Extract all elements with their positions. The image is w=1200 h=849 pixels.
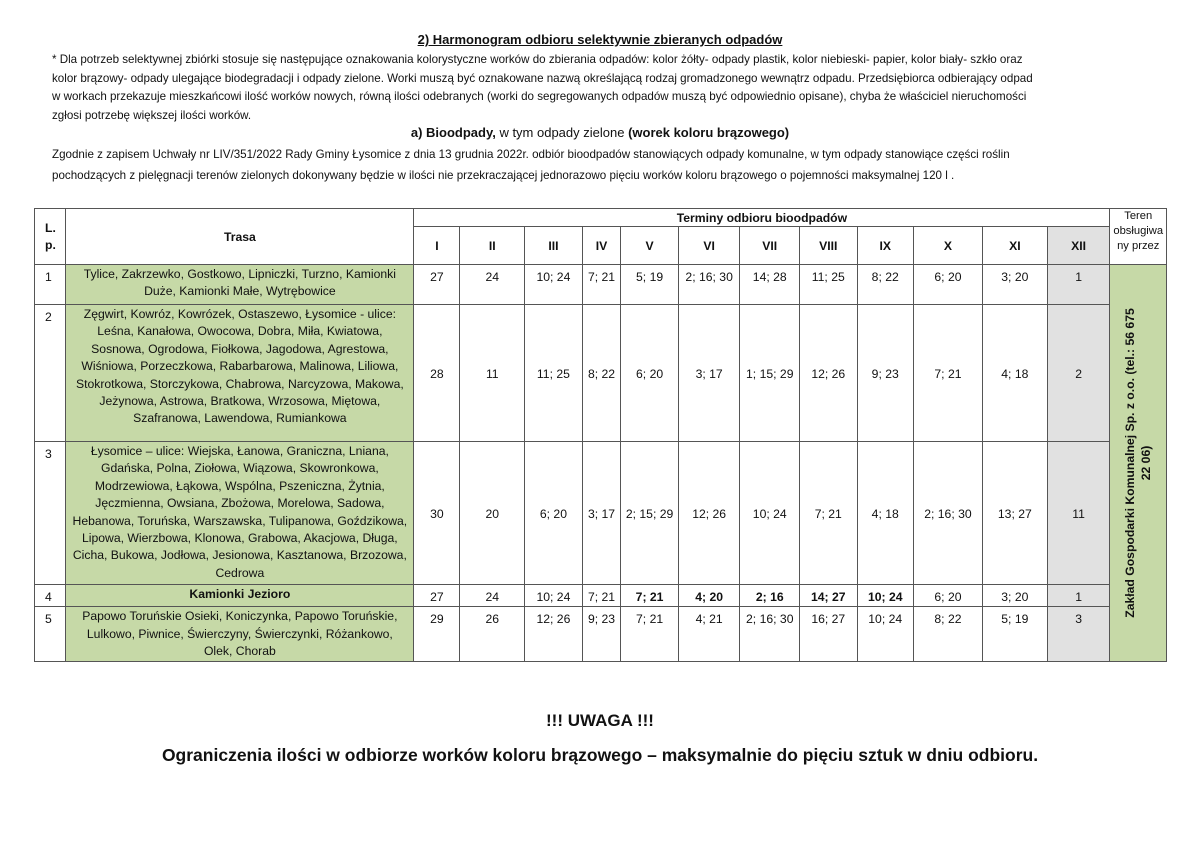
date-cell: 3; 20	[982, 585, 1047, 607]
route-cell: Tylice, Zakrzewko, Gostkowo, Lipniczki, Turzno, Kamionki Duże, Kamionki Małe, Wytrębowice	[66, 265, 414, 305]
subtitle-bold-part-2: (worek koloru brązowego)	[628, 125, 790, 140]
date-cell: 27	[414, 585, 460, 607]
month-header: VIII	[800, 227, 857, 265]
date-cell: 9; 23	[582, 607, 621, 661]
date-cell: 1	[1047, 265, 1110, 305]
date-cell: 3	[1047, 607, 1110, 661]
month-header: X	[913, 227, 982, 265]
intro-line: * Dla potrzeb selektywnej zbiórki stosuje się następujące oznakowania kolorystyczne worków do zbierania odpadów: kolor żółty- odpady plastik, kolor niebieski- papier, kolor biały- szkło oraz	[52, 53, 1023, 66]
document-title: 2) Harmonogram odbioru selektywnie zbieranych odpadów	[417, 32, 783, 47]
date-cell: 4; 18	[857, 442, 913, 585]
warning-heading: !!! UWAGA !!!	[546, 711, 654, 730]
date-cell: 7; 21	[621, 585, 678, 607]
intro-line: zgłosi potrzebę większej ilości worków.	[52, 108, 252, 122]
date-cell: 13; 27	[982, 442, 1047, 585]
lp-header: L. p.	[35, 209, 66, 265]
date-cell: 11	[1047, 442, 1110, 585]
date-cell: 2; 16; 30	[740, 607, 800, 661]
date-cell: 6; 20	[913, 585, 982, 607]
month-header: II	[460, 227, 525, 265]
date-cell: 7; 21	[800, 442, 857, 585]
date-cell: 8; 22	[913, 607, 982, 661]
intro-line: kolor brązowy- odpady ulegające biodegradacji i odpady zielone. Worki muszą być oznakowane nazwą określającą rodzaj gromadzonego wewnątrz odpadu. Przedsiębiorca odbierający odpad	[52, 71, 1033, 85]
row-number: 2	[35, 305, 66, 442]
date-cell: 3; 17	[582, 442, 621, 585]
month-header: VII	[740, 227, 800, 265]
date-cell: 10; 24	[857, 607, 913, 661]
date-cell: 1	[1047, 585, 1110, 607]
month-header: III	[525, 227, 582, 265]
month-header: V	[621, 227, 678, 265]
date-cell: 9; 23	[857, 305, 913, 442]
trasa-header: Trasa	[66, 209, 414, 265]
date-cell: 2; 16; 30	[913, 442, 982, 585]
date-cell: 11; 25	[525, 305, 582, 442]
date-cell: 12; 26	[800, 305, 857, 442]
date-cell: 12; 26	[525, 607, 582, 661]
date-cell: 28	[414, 305, 460, 442]
route-cell: Zęgwirt, Kowróz, Kowrózek, Ostaszewo, Łysomice - ulice: Leśna, Kanałowa, Owocowa, Dobra, Miła, Kwiatowa, Sosnowa, Ogrodowa, Fiołkowa, Jagodowa, Agrestowa, Wiśniowa, Porzeczkowa, Rabarbarowa, Malinowa, Liliowa, Stokrotkowa, Storczykowa, Chabrowa, Narcyzowa, Makowa, Jeżynowa, Astrowa, Bratkowa, Wrzosowa, Miętowa, Szafranowa, Lawendowa, Rumiankowa	[66, 305, 414, 442]
date-cell: 12; 26	[678, 442, 740, 585]
subtitle-normal-part: w tym odpady zielone	[495, 125, 629, 140]
date-cell: 30	[414, 442, 460, 585]
date-cell: 7; 21	[913, 305, 982, 442]
date-cell: 10; 24	[525, 265, 582, 305]
row-number: 4	[35, 585, 66, 607]
date-cell: 4; 21	[678, 607, 740, 661]
date-cell: 3; 20	[982, 265, 1047, 305]
intro-paragraph	[52, 51, 1152, 125]
legal-line: pochodzących z pielęgnacji terenów zielonych dokonywany będzie w ilości nie przekraczającej jednorazowo pięciu worków koloru brązowego o pojemności maksymalnej 120 l .	[52, 168, 955, 182]
month-header: XII	[1047, 227, 1110, 265]
route-cell: Łysomice – ulice: Wiejska, Łanowa, Graniczna, Lniana, Gdańska, Polna, Ziołowa, Wiązowa, Skowronkowa, Modrzewiowa, Łąkowa, Wspólna, Pszeniczna, Żytnia, Jęczmienna, Owsiana, Zbożowa, Morelowa, Sadowa, Hebanowa, Toruńska, Warszawska, Tulipanowa, Goździkowa, Lipowa, Wierzbowa, Klonowa, Grabowa, Akacjowa, Długa, Cicha, Bukowa, Jodłowa, Jesionowa, Kasztanowa, Brzozowa, Cedrowa	[66, 442, 414, 585]
date-cell: 14; 27	[800, 585, 857, 607]
month-header: VI	[678, 227, 740, 265]
row-number: 3	[35, 442, 66, 585]
date-cell: 20	[460, 442, 525, 585]
service-company-name: Zakład Gospodarki Komunalnej Sp. z o.o. (tel.: 56 675 22 06)	[1123, 308, 1154, 618]
date-cell: 1; 15; 29	[740, 305, 800, 442]
terms-header: Terminy odbioru bioodpadów	[414, 209, 1110, 227]
date-cell: 6; 20	[621, 305, 678, 442]
service-company-cell	[1110, 265, 1167, 662]
month-header: IX	[857, 227, 913, 265]
date-cell: 11	[460, 305, 525, 442]
row-number: 1	[35, 265, 66, 305]
date-cell: 24	[460, 585, 525, 607]
area-header: Teren obsługiwa ny przez	[1110, 209, 1167, 265]
date-cell: 4; 18	[982, 305, 1047, 442]
table-row	[35, 442, 1167, 585]
date-cell: 11; 25	[800, 265, 857, 305]
date-cell: 2; 16	[740, 585, 800, 607]
table-row	[35, 607, 1167, 661]
schedule-table	[34, 208, 1167, 662]
date-cell: 29	[414, 607, 460, 661]
row-number: 5	[35, 607, 66, 661]
date-cell: 7; 21	[582, 585, 621, 607]
route-cell: Kamionki Jezioro	[66, 585, 414, 607]
table-row	[35, 585, 1167, 607]
date-cell: 16; 27	[800, 607, 857, 661]
table-row	[35, 305, 1167, 442]
date-cell: 4; 20	[678, 585, 740, 607]
date-cell: 2; 16; 30	[678, 265, 740, 305]
date-cell: 7; 21	[582, 265, 621, 305]
route-cell: Papowo Toruńskie Osieki, Koniczynka, Papowo Toruńskie, Lulkowo, Piwnice, Świerczyny, Świerczynki, Różankowo, Olek, Chorab	[66, 607, 414, 661]
month-header: XI	[982, 227, 1047, 265]
date-cell: 27	[414, 265, 460, 305]
legal-paragraph	[52, 145, 1162, 186]
date-cell: 2; 15; 29	[621, 442, 678, 585]
date-cell: 10; 24	[740, 442, 800, 585]
date-cell: 26	[460, 607, 525, 661]
table-row	[35, 265, 1167, 305]
date-cell: 8; 22	[582, 305, 621, 442]
date-cell: 2	[1047, 305, 1110, 442]
date-cell: 6; 20	[913, 265, 982, 305]
date-cell: 5; 19	[982, 607, 1047, 661]
month-header: IV	[582, 227, 621, 265]
date-cell: 7; 21	[621, 607, 678, 661]
subtitle-bold-part: a) Bioodpady,	[410, 125, 496, 140]
date-cell: 5; 19	[621, 265, 678, 305]
month-header: I	[414, 227, 460, 265]
legal-line: Zgodnie z zapisem Uchwały nr LIV/351/2022 Rady Gminy Łysomice z dnia 13 grudnia 2022r. odbiór bioodpadów stanowiących odpady komunalne, w tym odpady stanowiące części roślin	[52, 148, 1010, 161]
date-cell: 14; 28	[740, 265, 800, 305]
date-cell: 3; 17	[678, 305, 740, 442]
date-cell: 10; 24	[525, 585, 582, 607]
date-cell: 24	[460, 265, 525, 305]
section-subtitle	[0, 125, 1200, 140]
warning-text: Ograniczenia ilości w odbiorze worków koloru brązowego – maksymalnie do pięciu sztuk w dniu odbioru.	[161, 745, 1039, 765]
date-cell: 10; 24	[857, 585, 913, 607]
intro-line: w workach przekazuje mieszkańcowi ilość worków nowych, równą ilości odebranych (worki do segregowanych odpadów muszą być odpowiednio opisane), chyba że właściciel nieruchomości	[52, 90, 1027, 104]
date-cell: 6; 20	[525, 442, 582, 585]
date-cell: 8; 22	[857, 265, 913, 305]
